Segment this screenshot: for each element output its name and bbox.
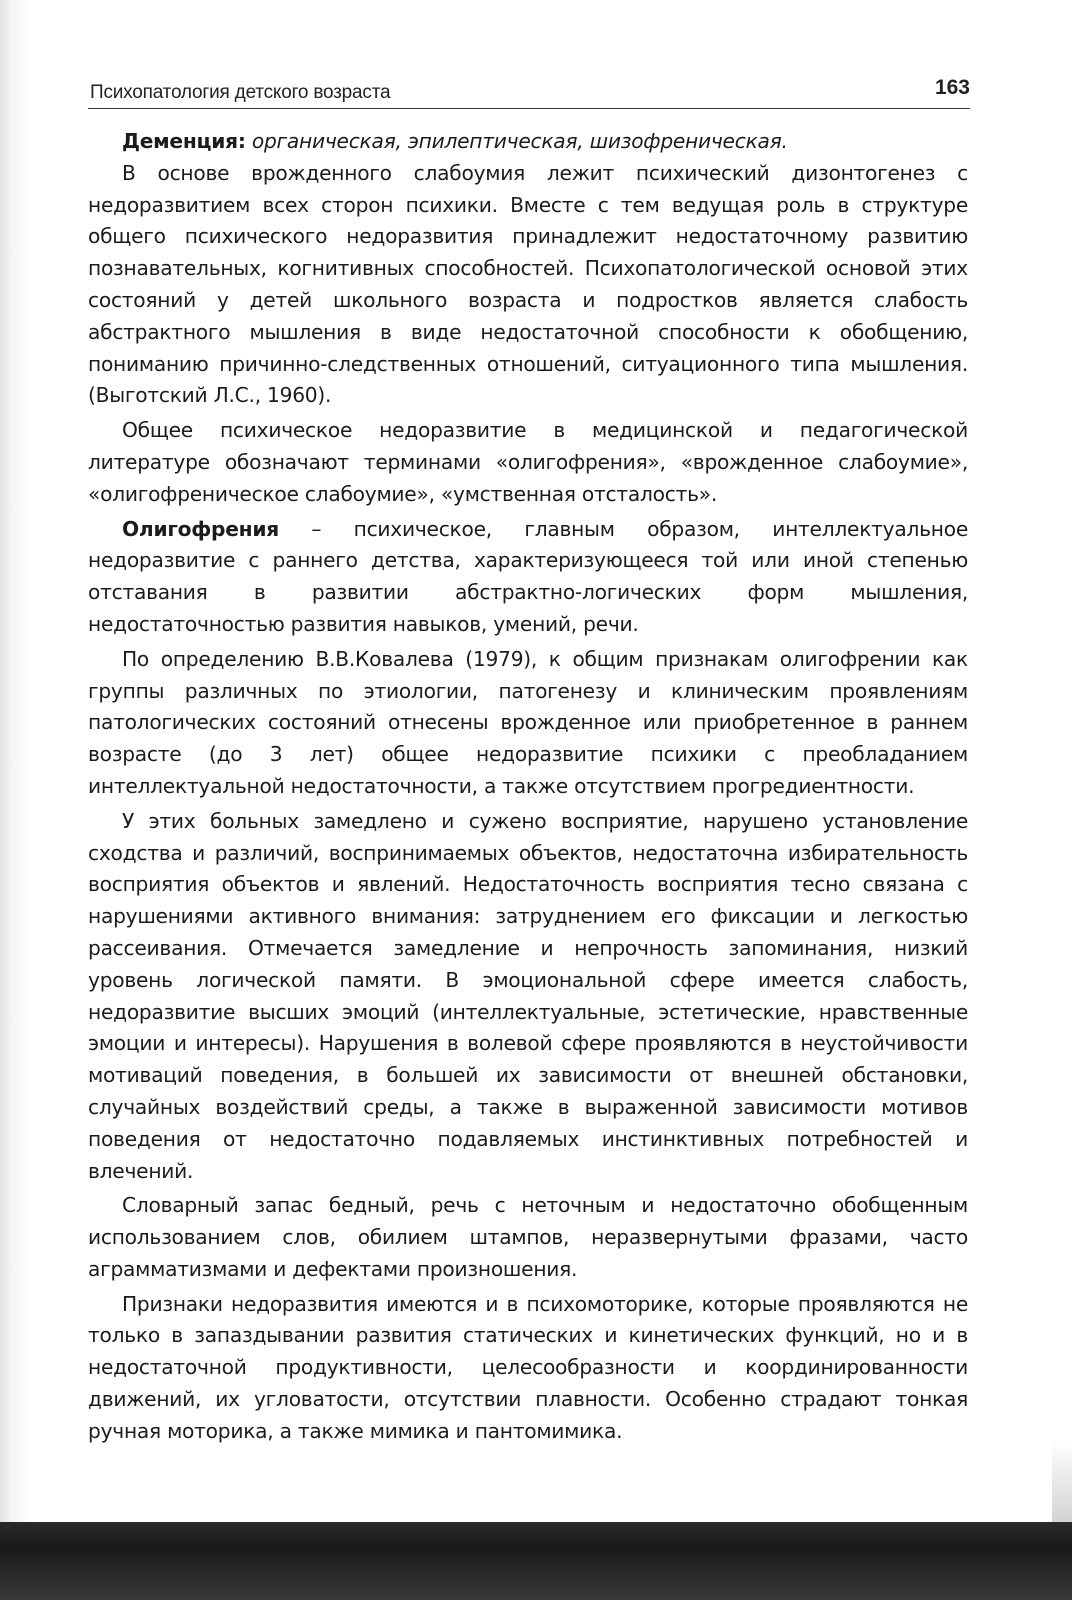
dementia-types: органическая, эпилептическая, шизофреническая. [251,129,788,153]
paragraph-dementia [88,126,968,158]
term-oligophrenia: Олигофрения [122,516,279,541]
paragraph-perception-attention: У этих больных замедлено и сужено восприятие, нарушено установление сходства и различий, воспринимаемых объектов, недостаточна избирательность восприятия объектов и явлений. Недостаточность восприятия тесно связана с нарушениями активного внимания: затруднением его фиксации и легкостью рассеивания. Отмечается замедление и непрочность запоминания, низкий уровень логической памяти. В эмоциональной сфере имеется слабость, недоразвитие высших эмоций (интеллектуальные, эстетические, нравственные эмоции и интересы). Нарушения в волевой сфере проявляются в неустойчивости мотиваций поведения, в большей их зависимости от внешней обстановки, случайных воздействий среды, а также в выраженной зависимости мотивов поведения от недостаточно подавляемых инстинктивных потребностей и влечений. [88,808,968,1183]
oligophrenia-definition-text: – психическое, главным образом, интеллектуальное недоразвитие с раннего детства, характеризующееся той или иной степенью отставания в развитии абстрактно-логических форм мышления, недостаточностью развития навыков, умений, речи. [88,516,968,636]
running-title: Психопатология детского возраста [90,82,391,103]
paragraph-congenital-dementia: В основе врожденного слабоумия лежит психический дизонтогенез с недоразвитием всех сторон психики. Вместе с тем ведущая роль в структуре общего психического недоразвития принадлежит недостаточному развитию познавательных, когнитивных способностей. Психопатологической основой этих состояний у детей школьного возраста и подростков является слабость абстрактного мышления в виде недостаточной способности к обобщению, пониманию причинно-следственных отношений, ситуационного типа мышления. (Выготский Л.С., 1960). [88,160,968,408]
term-dementia: Деменция: [122,129,246,153]
page-body [88,126,968,1448]
paragraph-oligophrenia-definition [88,514,968,641]
paragraph-general-underdevelopment: Общее психическое недоразвитие в медицинской и педагогической литературе обозначают терминами «олигофрения», «врожденное слабоумие», «олигофреническое слабоумие», «умственная отсталость». [88,418,968,506]
page-number: 163 [934,76,970,99]
scan-bottom-shadow [0,1522,1072,1600]
running-header [88,74,970,109]
paragraph-kovalev-criteria: По определению В.В.Ковалева (1979), к общим признакам олигофрении как группы различных по этиологии, патогенезу и клиническим проявлениям патологических состояний отнесены врожденное или приобретенное в раннем возрасте (до 3 лет) общее недоразвитие психики с преобладанием интеллектуальной недостаточности, а также отсутствием прогредиентности. [88,646,968,798]
scan-left-shadow [0,0,30,1600]
paragraph-speech: Словарный запас бедный, речь с неточным и недостаточно обобщенным использованием слов, обилием штампов, неразвернутыми фразами, часто аграмматизмами и дефектами произношения. [88,1193,968,1281]
paragraph-psychomotor: Признаки недоразвития имеются и в психомоторике, которые проявляются не только в запаздывании развития статических и кинетических функций, но и в недостаточной продуктивности, целесообразности и координированности движений, их угловатости, отсутствии плавности. Особенно страдают тонкая ручная моторика, а также мимика и пантомимика. [88,1291,968,1443]
scan-corner-shadow [1052,1440,1072,1530]
